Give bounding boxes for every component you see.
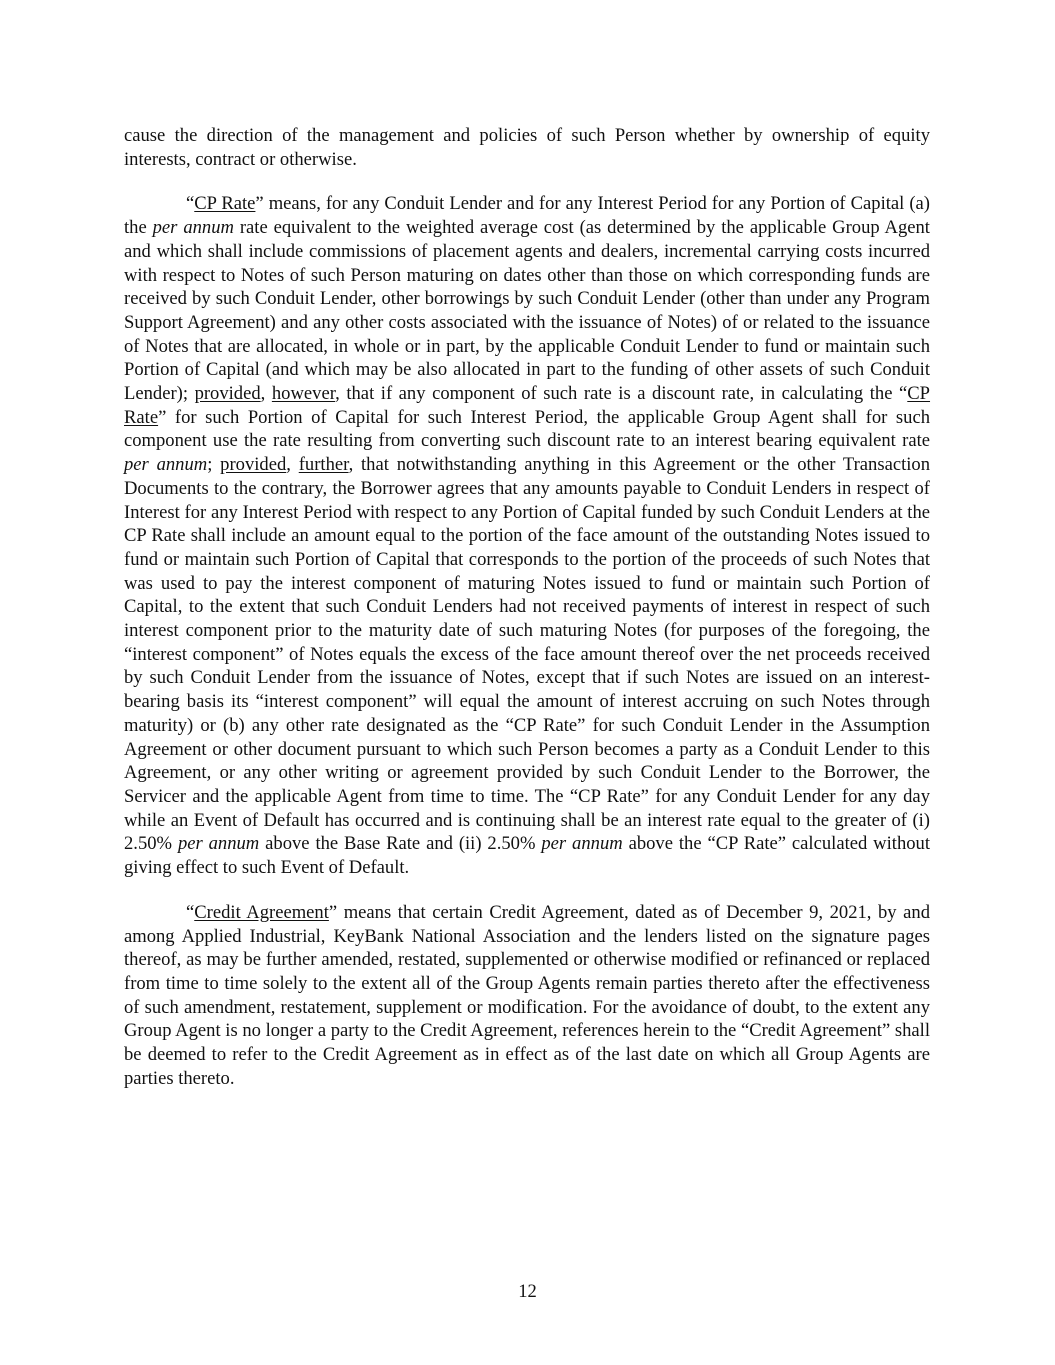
text-run: rate equivalent to the weighted average cost (as determined by the applicable Group Agent and which shall include commissions of placement agents and dealers, incremental carrying costs incurred with respect to Notes of such Person maturing on dates other than those on which corresponding funds are received by such Conduit Lender, other borrowings by such Conduit Lender (other than under any Program Support Agreement) and any other costs associated with the issuance of Notes) of or related to the issuance of Notes that are allocated, in whole or in part, by the applicable Conduit Lender to fund or maintain such Portion of Capital (and which may be also allocated in part to the funding of other assets of such Conduit Lender); — [124, 217, 930, 405]
document-page — [124, 124, 930, 1090]
underlined-run: provided — [220, 454, 287, 476]
underlined-run: CP Rate — [124, 383, 931, 428]
text-run: , — [286, 454, 299, 476]
italic-run: per annum — [177, 833, 260, 855]
definition-credit-agreement — [124, 901, 930, 1091]
definition-cp-rate — [124, 192, 930, 879]
italic-run: per annum — [152, 217, 234, 239]
open-quote: “ — [186, 901, 195, 923]
text-run: , that notwithstanding anything in this Agreement or the other Transaction Documents to the contrary, the Borrower agrees that any amounts payable to Conduit Lenders in respect of Interest for any Interest Period with respect to any Portion of Capital funded by such Conduit Lenders at the CP Rate shall include an amount equal to the portion of the face amount of the outstanding Notes issued to fund or maintain such Portion of Capital that corresponds to the portion of the proceeds of such Notes that was used to pay the interest component of maturing Notes issued to fund or maintain such Portion of Capital, to the extent that such Conduit Lenders had not received payments of interest in respect of such interest component prior to the maturity date of such maturing Notes (for purposes of the foregoing, the “interest component” of Notes equals the excess of the face amount thereof over the net proceeds received by such Conduit Lender from the issuance of Notes, except that if such Notes are issued on an interest-bearing basis its “interest component” will equal the amount of interest accruing on such Notes through maturity) or (b) any other rate designated as the “CP Rate” for such Conduit Lender in the Assumption Agreement or other document pursuant to which such Person becomes a party as a Conduit Lender to this Agreement, or any other writing or agreement provided by such Conduit Lender to the Borrower, the Servicer and the applicable Agent from time to time. The “CP Rate” for any Conduit Lender for any day while an Event of Default has occurred and is continuing shall be an interest rate equal to the greater of (i) 2.50% — [124, 454, 931, 855]
italic-run: per annum — [124, 454, 208, 476]
underlined-run: however — [271, 383, 336, 405]
text-run: , that if any component of such rate is a discount rate, in calculating the “ — [335, 383, 908, 405]
italic-run: per annum — [541, 833, 623, 855]
defined-term-credit-agreement: Credit Agreement — [194, 901, 329, 923]
underlined-run: provided — [194, 383, 261, 405]
text-run: , — [260, 383, 272, 405]
text-run: ; — [207, 454, 221, 476]
page-number: 12 — [518, 1281, 537, 1302]
text-run: ” for such Portion of Capital for such Interest Period, the applicable Group Agent shall for such component use the rate resulting from converting such discount rate to an interest bearing equivalent rate — [124, 406, 930, 452]
text-run: above the Base Rate and (ii) 2.50% — [259, 833, 542, 855]
underlined-run: further — [298, 454, 349, 476]
text-run: above the “CP Rate” calculated without giving effect to such Event of Default. — [124, 833, 930, 879]
paragraph-continued: cause the direction of the management and policies of such Person whether by ownership of equity interests, contract or otherwise. — [124, 125, 930, 170]
defined-term-cp-rate: CP Rate — [194, 193, 256, 215]
text-run: ” means that certain Credit Agreement, dated as of December 9, 2021, by and among Applied Industrial, KeyBank National Association and the lenders listed on the signature pages thereof, as may be further amended, restated, supplemented or otherwise modified or refinanced or replaced from time to time solely to the extent all of the Group Agents remain parties thereto after the effectiveness of such amendment, restatement, supplement or modification. For the avoidance of doubt, to the extent any Group Agent is no longer a party to the Credit Agreement, references herein to the “Credit Agreement” shall be deemed to refer to the Credit Agreement as in effect as of the last date on which all Group Agents are parties thereto. — [124, 901, 930, 1089]
text-run: ” means, for any Conduit Lender and for any Interest Period for any Portion of Capital (a) the — [124, 193, 930, 239]
open-quote: “ — [186, 193, 195, 215]
